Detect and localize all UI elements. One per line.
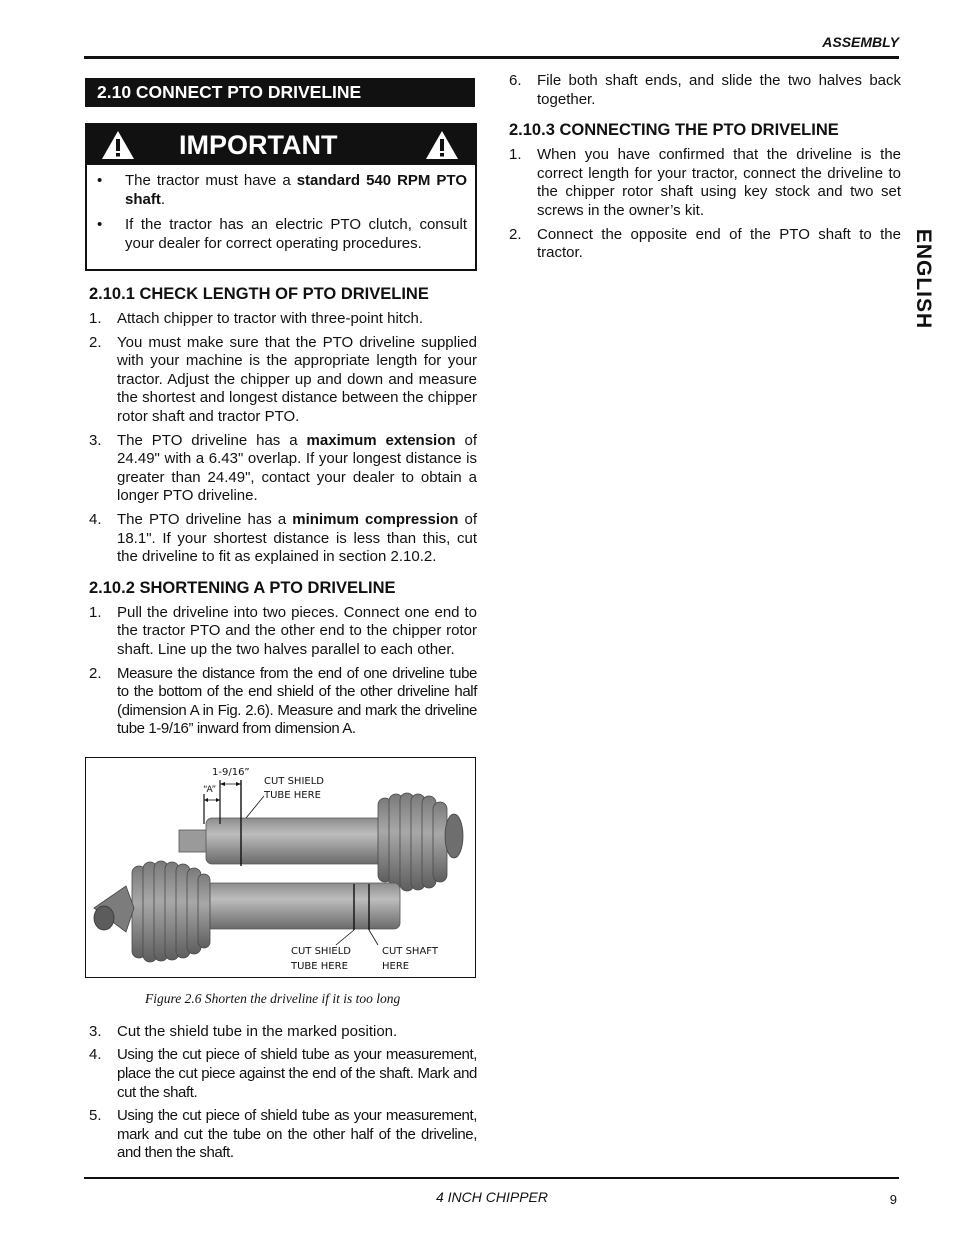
label-cut-shield-bottom: TUBE HERE — [291, 960, 348, 972]
important-bullet — [97, 215, 467, 253]
warning-icon — [425, 130, 459, 160]
important-box — [85, 123, 477, 271]
footer-rule — [84, 1177, 899, 1179]
list-item: 1. Pull the driveline into two pieces. Connect one end to the tractor PTO and the other end to the chipper rotor shaft. Line up the two halves parallel to each other. — [89, 603, 477, 658]
important-body — [87, 165, 475, 269]
header-rule — [84, 56, 899, 59]
label-cut-shaft: CUT SHAFT — [382, 945, 438, 957]
label-cut-shaft: HERE — [382, 960, 410, 972]
list-item: 3. Cut the shield tube in the marked position. — [89, 1022, 398, 1040]
language-side-tab — [908, 224, 938, 334]
important-bullet — [97, 171, 467, 209]
label-cut-shield-bottom: CUT SHIELD — [291, 945, 351, 957]
figure-driveline-photo — [85, 757, 476, 978]
figure-caption: Figure 2.6 Shorten the driveline if it is too long — [145, 990, 401, 1006]
section-title: 2.10 CONNECT PTO DRIVELINE — [85, 78, 475, 107]
page-number: 9 — [889, 1192, 897, 1207]
warning-icon — [101, 130, 135, 160]
subsection-title-2-10-2: 2.10.2 SHORTENING A PTO DRIVELINE — [89, 578, 396, 597]
important-header — [87, 125, 475, 165]
list-item: 2. You must make sure that the PTO driveline supplied with your machine is the appropriate length for your tractor. Adjust the chipper up and down and measure the shortest and longest distance between the chipper rotor shaft and tractor PTO. — [89, 333, 477, 425]
list-item: 4. Using the cut piece of shield tube as your measurement, place the cut piece against the end of the shaft. Mark and cut the shaft. — [89, 1046, 477, 1101]
list-item: 2. Connect the opposite end of the PTO shaft to the tractor. — [509, 225, 901, 262]
bullet-text: The tractor must have a standard 540 RPM PTO shaft. — [125, 172, 467, 208]
left-column — [85, 78, 477, 1168]
header-section-label: ASSEMBLY — [822, 34, 899, 50]
right-column — [505, 72, 901, 268]
label-a: “A” — [203, 784, 217, 795]
driveline-illustration — [86, 758, 475, 977]
list-item: 3. The PTO driveline has a maximum extension of 24.49" with a 6.43" overlap. If your longest distance is greater than 24.49", contact your dealer to obtain a longer PTO driveline. — [89, 431, 478, 505]
list-item: 1. When you have confirmed that the driveline is the correct length for your tractor, connect the driveline to the chipper rotor shaft using key stock and two set screws in the owner’s kit. — [509, 146, 901, 219]
list-item: 2. Measure the distance from the end of one driveline tube to the bottom of the end shield of the other driveline half (dimension A in Fig. 2.6). Measure and mark the driveline tube 1-9/16” inward from dimension A. — [89, 664, 477, 738]
list-item: 5. Using the cut piece of shield tube as your measurement, mark and cut the tube on the other half of the driveline, and then the shaft. — [89, 1107, 477, 1162]
label-dimension: 1-9/16” — [212, 766, 250, 778]
label-cut-shield-top: CUT SHIELD — [264, 775, 324, 787]
list-item: 1. Attach chipper to tractor with three-point hitch. — [89, 310, 423, 327]
subsection-title-2-10-1: 2.10.1 CHECK LENGTH OF PTO DRIVELINE — [89, 285, 429, 303]
bullet-marker: • — [97, 172, 103, 189]
label-cut-shield-top: TUBE HERE — [264, 789, 321, 801]
important-title: IMPORTANT — [179, 129, 338, 160]
list-item: 6. File both shaft ends, and slide the two halves back together. — [509, 72, 901, 108]
bullet-marker: • — [97, 216, 103, 233]
subsection-title-2-10-3: 2.10.3 CONNECTING THE PTO DRIVELINE — [509, 121, 839, 140]
list-item: 4. The PTO driveline has a minimum compression of 18.1". If your shortest distance is less than this, cut the driveline to fit as explained in section 2.10.2. — [89, 510, 478, 566]
bullet-text: If the tractor has an electric PTO clutch, consult your dealer for correct operating procedures. — [125, 216, 467, 252]
footer-title: 4 INCH CHIPPER — [435, 1189, 549, 1205]
language-label: ENGLISH — [912, 228, 935, 330]
